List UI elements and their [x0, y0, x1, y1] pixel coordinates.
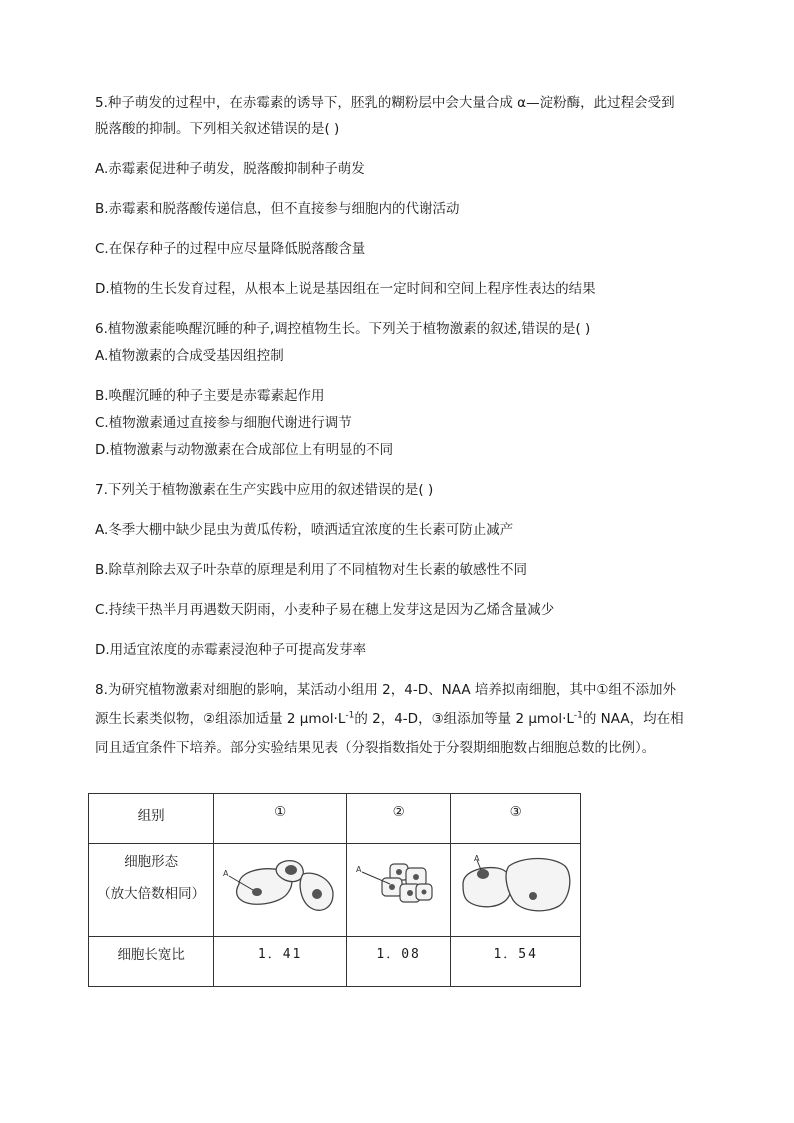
- cell-drawing-group-3: [457, 854, 575, 916]
- q5-option-d: D.植物的生长发育过程，从根本上说是基因组在一定时间和空间上程序性表达的结果: [95, 281, 596, 297]
- marker-a-1: A: [223, 869, 229, 878]
- q5-option-c: C.在保存种子的过程中应尽量降低脱落酸含量: [95, 241, 366, 257]
- q8-line-1: 8.为研究植物激素对细胞的影响，某活动小组用 2，4-D、NAA 培养拟南细胞，其中①组不添加外: [95, 682, 676, 698]
- cell-image-group-2: [346, 844, 451, 937]
- unit-exponent: -1: [573, 710, 583, 721]
- cell-drawing-group-2: [354, 854, 444, 916]
- cell-image-group-3: [451, 844, 581, 937]
- q5-stem-line-1: 5.种子萌发的过程中，在赤霉素的诱导下，胚乳的糊粉层中会大量合成 α—淀粉酶，此过程会受到: [95, 95, 675, 111]
- ratio-group-2: 1．08: [346, 937, 451, 987]
- header-group: 组别: [89, 794, 214, 844]
- morphology-label-cell: [89, 844, 214, 937]
- q6-option-a: A.植物激素的合成受基因组控制: [95, 348, 284, 364]
- ratio-group-3: 1．54: [451, 937, 581, 987]
- document-body: [95, 93, 705, 767]
- question-6-stem: 6.植物激素能唤醒沉睡的种子,调控植物生长。下列关于植物激素的叙述,错误的是( ): [95, 321, 591, 337]
- q7-option-b: B.除草剂除去双子叶杂草的原理是利用了不同植物对生长素的敏感性不同: [95, 562, 528, 578]
- q8-line-2: [95, 709, 705, 729]
- table-ratio-row: [89, 937, 581, 987]
- q5-stem-line-2: 脱落酸的抑制。下列相关叙述错误的是( ): [95, 121, 340, 137]
- q7-option-a: A.冬季大棚中缺少昆虫为黄瓜传粉，喷洒适宜浓度的生长素可防止减产: [95, 522, 514, 538]
- question-7-stem: 7.下列关于植物激素在生产实践中应用的叙述错误的是( ): [95, 482, 434, 498]
- unit-exponent: -1: [345, 710, 355, 721]
- q8-line-2-part-a: 源生长素类似物，②组添加适量 2 μmol·L: [95, 711, 346, 727]
- ratio-label: 细胞长宽比: [89, 937, 214, 987]
- q8-line-2-part-c: 的 NAA，均在相: [582, 711, 684, 727]
- table-morphology-row: [89, 844, 581, 937]
- table-header-row: [89, 794, 581, 844]
- question-8-stem: [95, 680, 705, 758]
- q5-option-b: B.赤霉素和脱落酸传递信息，但不直接参与细胞内的代谢活动: [95, 201, 460, 217]
- cell-drawing-group-1: [221, 854, 339, 916]
- marker-a-3: A: [473, 854, 480, 863]
- q8-line-3: 同且适宜条件下培养。部分实验结果见表（分裂指数指处于分裂期细胞数占细胞总数的比例）。: [95, 740, 656, 756]
- cell-image-group-1: [214, 844, 347, 937]
- q7-option-d: D.用适宜浓度的赤霉素浸泡种子可提高发芽率: [95, 642, 367, 658]
- marker-a-2: A: [355, 865, 362, 874]
- morphology-label: 细胞形态: [124, 854, 179, 870]
- q6-option-c: C.植物激素通过直接参与细胞代谢进行调节: [95, 415, 352, 431]
- q6-option-d: D.植物激素与动物激素在合成部位上有明显的不同: [95, 442, 394, 458]
- q6-option-b: B.唤醒沉睡的种子主要是赤霉素起作用: [95, 388, 325, 404]
- q8-line-2-part-b: 的 2，4-D，③组添加等量 2 μmol·L: [354, 711, 574, 727]
- q7-option-c: C.持续干热半月再遇数天阴雨，小麦种子易在穗上发芽这是因为乙烯含量减少: [95, 602, 555, 618]
- magnification-note: （放大倍数相同）: [97, 886, 206, 902]
- header-group-3: ③: [451, 794, 581, 844]
- ratio-group-1: 1．41: [214, 937, 347, 987]
- q5-option-a: A.赤霉素促进种子萌发，脱落酸抑制种子萌发: [95, 161, 365, 177]
- header-group-1: ①: [214, 794, 347, 844]
- question-5-stem: [95, 93, 705, 139]
- experiment-results-table: [88, 793, 581, 987]
- header-group-2: ②: [346, 794, 451, 844]
